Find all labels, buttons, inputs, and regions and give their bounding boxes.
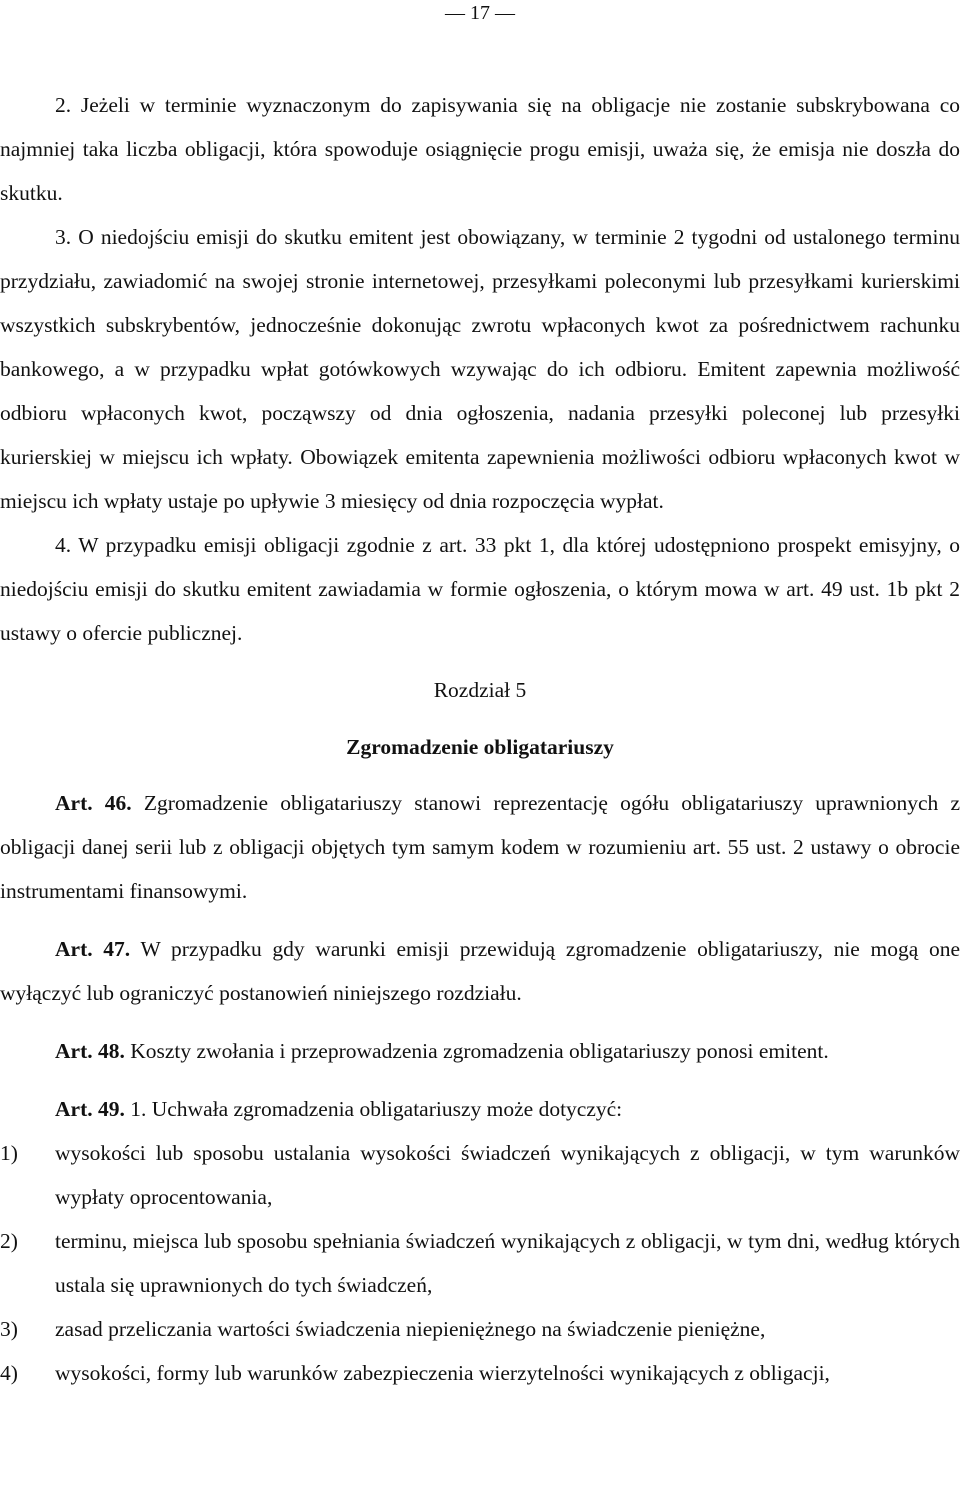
page-number: — 17 — [445,2,515,24]
article-48 [0,1029,960,1073]
list-item-number: 3) [0,1317,18,1341]
article-46 [0,781,960,913]
list-item-number: 4) [0,1361,18,1385]
list-item [0,1131,960,1219]
article-46-text: Zgromadzenie obligatariuszy stanowi reprezentację ogółu obligatariuszy uprawnionych z obligacji danej serii lub z obligacji objętych tym samym kodem w rozumieniu art. 55 ust. 2 ustawy o obrocie instrumentami finansowymi. [0,791,960,903]
document-body [0,83,960,1395]
list-item [0,1351,960,1395]
list-item-text: zasad przeliczania wartości świadczenia niepieniężnego na świadczenie pieniężne, [55,1317,766,1341]
list-item [0,1219,960,1307]
article-49-label: Art. 49. [55,1097,125,1121]
article-47-text: W przypadku gdy warunki emisji przewidują zgromadzenie obligatariuszy, nie mogą one wyłączyć lub ograniczyć postanowień niniejszego rozdziału. [0,937,960,1005]
article-49-text: 1. Uchwała zgromadzenia obligatariuszy może dotyczyć: [124,1097,623,1121]
paragraph-3: 3. O niedojściu emisji do skutku emitent jest obowiązany, w terminie 2 tygodni od ustalonego terminu przydziału, zawiadomić na swojej stronie internetowej, przesyłkami poleconymi lub przesyłkami kurierskimi wszystkich subskrybentów, jednocześnie dokonując zwrotu wpłaconych kwot za pośrednictwem rachunku bankowego, a w przypadku wpłat gotówkowych wzywając do ich odbioru. Emitent zapewnia możliwość odbioru wpłaconych kwot, począwszy od dnia ogłoszenia, nadania przesyłki poleconej lub przesyłki kurierskiej w miejscu ich wpłaty. Obowiązek emitenta zapewnienia możliwości odbioru wpłaconych kwot w miejscu ich wpłaty ustaje po upływie 3 miesięcy od dnia rozpoczęcia wypłat. [0,225,960,513]
list-item-number: 1) [0,1141,18,1165]
article-47-label: Art. 47. [55,937,131,961]
article-48-text: Koszty zwołania i przeprowadzenia zgromadzenia obligatariuszy ponosi emitent. [124,1039,829,1063]
list-item [0,1307,960,1351]
chapter-title: Zgromadzenie obligatariuszy [346,735,614,759]
list-item-text: wysokości, formy lub warunków zabezpieczenia wierzytelności wynikających z obligacji, [55,1361,830,1385]
article-46-label: Art. 46. [55,791,132,815]
article-49 [0,1087,960,1131]
list-item-number: 2) [0,1229,18,1253]
chapter-number: Rozdział 5 [433,678,527,702]
paragraph-2: 2. Jeżeli w terminie wyznaczonym do zapisywania się na obligacje nie zostanie subskrybowana co najmniej taka liczba obligacji, która spowoduje osiągnięcie progu emisji, uważa się, że emisja nie doszła do skutku. [0,93,960,205]
paragraph-4: 4. W przypadku emisji obligacji zgodnie z art. 33 pkt 1, dla której udostępniono prospekt emisyjny, o niedojściu emisji do skutku emitent zawiadamia w formie ogłoszenia, o którym mowa w art. 49 ust. 1b pkt 2 ustawy o ofercie publicznej. [0,533,960,645]
article-48-label: Art. 48. [55,1039,125,1063]
list-item-text: terminu, miejsca lub sposobu spełniania świadczeń wynikających z obligacji, w tym dni, według których ustala się uprawnionych do tych świadczeń, [55,1229,960,1297]
list-item-text: wysokości lub sposobu ustalania wysokości świadczeń wynikających z obligacji, w tym warunków wypłaty oprocentowania, [55,1141,960,1209]
article-47 [0,927,960,1015]
